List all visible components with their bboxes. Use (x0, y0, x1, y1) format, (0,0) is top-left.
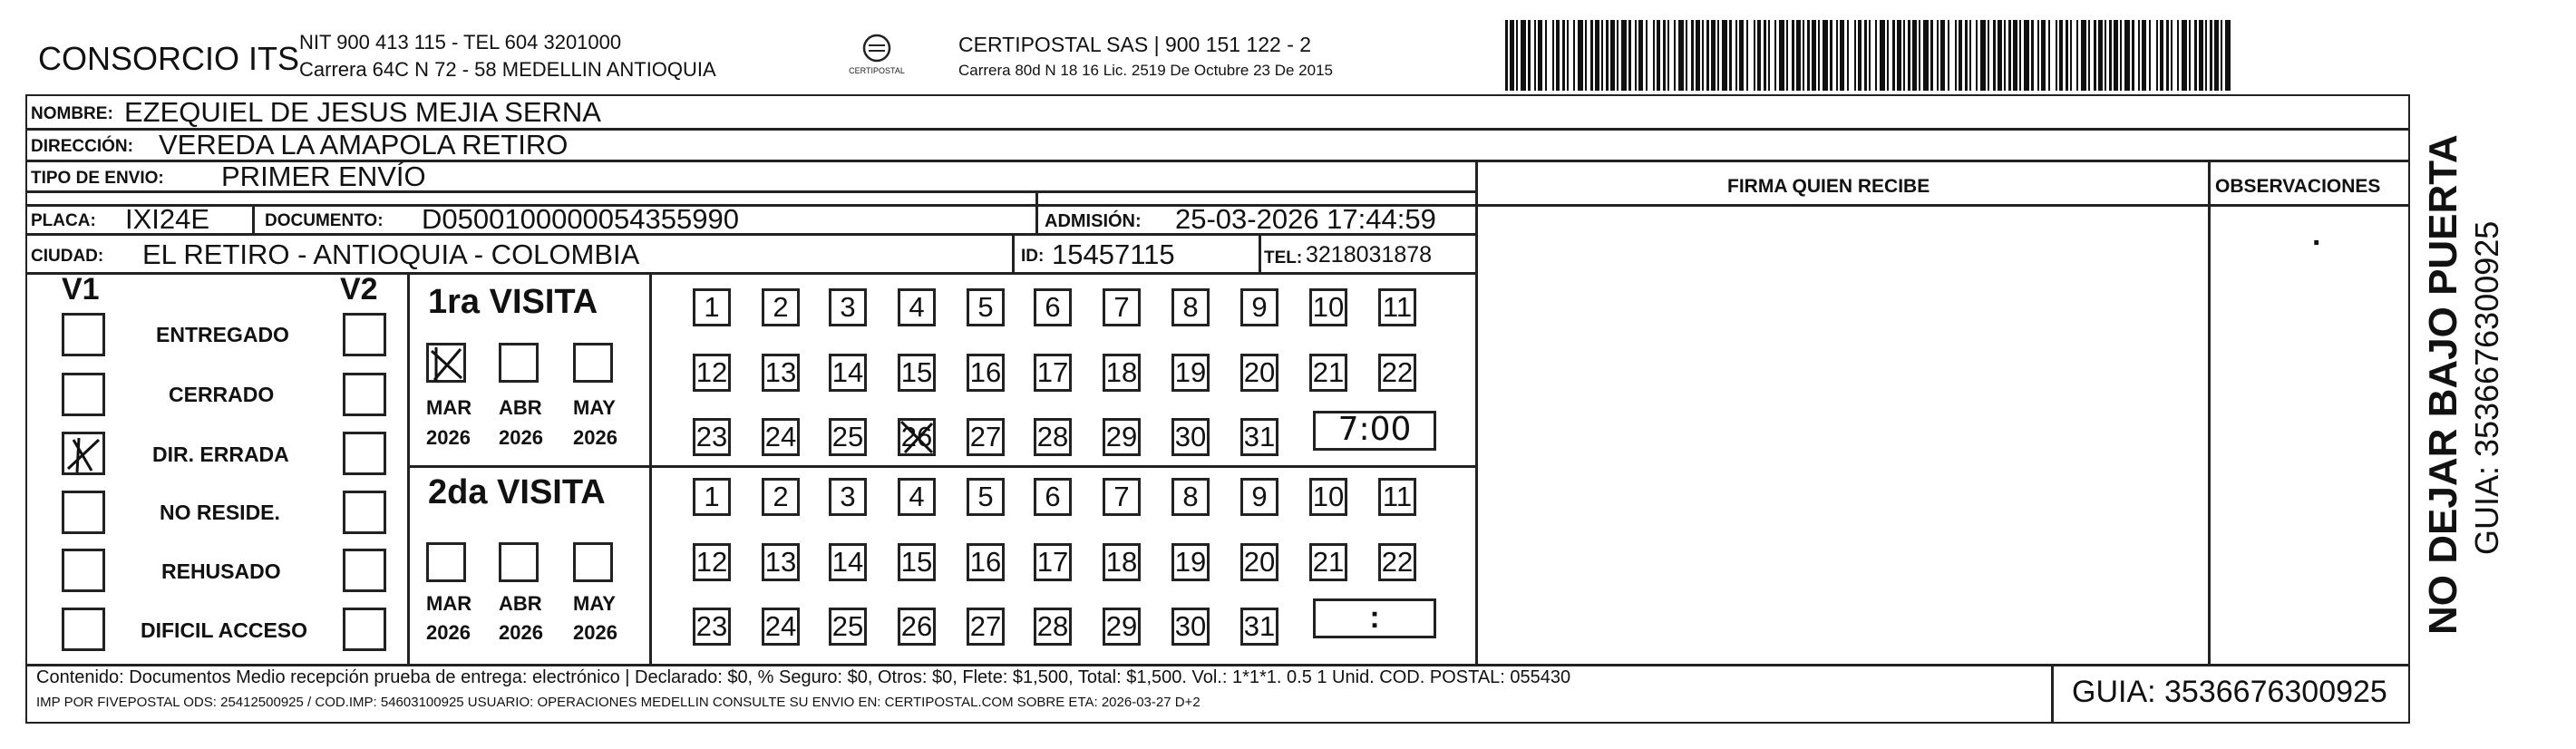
first-visit-day-1[interactable]: 1 (693, 288, 731, 326)
checkmark-x-icon (64, 434, 104, 474)
admision-value: 25-03-2026 17:44:59 (1175, 203, 1436, 235)
first-visit-day-19[interactable]: 19 (1171, 354, 1210, 392)
v2-checkbox-dificil-acceso[interactable] (343, 608, 386, 651)
tipo-envio-value: PRIMER ENVÍO (221, 160, 426, 192)
status-label-rehusado: REHUSADO (161, 559, 281, 583)
side-warning-text: NO DEJAR BAJO PUERTA (2421, 134, 2465, 635)
status-label-dir-errada: DIR. ERRADA (152, 443, 289, 466)
first-visit-day-25[interactable]: 25 (829, 418, 867, 456)
first-visit-day-29[interactable]: 29 (1103, 418, 1141, 456)
first-visit-day-20[interactable]: 20 (1240, 354, 1278, 392)
footer-imp: IMP POR FIVEPOSTAL ODS: 25412500925 / COD.IMP: 54603100925 USUARIO: OPERACIONES MEDELLIN CONSULTE SU ENVIO EN: CERTIPOSTAL.COM SOBRE ETA: 2026-03-27 D+2 (36, 695, 1201, 710)
footer-guia: GUIA: 3536676300925 (2072, 675, 2387, 709)
second-visit-day-2[interactable]: 2 (762, 478, 800, 516)
first-visit-title: 1ra VISITA (428, 283, 598, 321)
second-visit-day-25[interactable]: 25 (829, 608, 867, 646)
first-visit-day-28[interactable]: 28 (1034, 418, 1072, 456)
checkmark-x-icon (898, 418, 936, 456)
second-visit-day-24[interactable]: 24 (762, 608, 800, 646)
second-visit-day-8[interactable]: 8 (1171, 478, 1210, 516)
second-visit-day-20[interactable]: 20 (1240, 543, 1278, 581)
observaciones-mark: . (2312, 218, 2321, 252)
second-visit-day-18[interactable]: 18 (1103, 543, 1141, 581)
first-visit-day-24[interactable]: 24 (762, 418, 800, 456)
first-visit-day-2[interactable]: 2 (762, 288, 800, 326)
tipo-envio-label: TIPO DE ENVIO: (31, 169, 164, 188)
second-visit-day-11[interactable]: 11 (1378, 478, 1416, 516)
second-visit-day-16[interactable]: 16 (967, 543, 1005, 581)
barcode (1505, 20, 2240, 92)
placa-value: IXI24E (125, 203, 210, 235)
first-visit-day-30[interactable]: 30 (1171, 418, 1210, 456)
second-visit-month-abr[interactable] (499, 542, 539, 582)
second-visit-month-mar[interactable] (426, 542, 466, 582)
nombre-label: NOMBRE: (31, 104, 113, 123)
direccion-label: DIRECCIÓN: (31, 137, 133, 156)
first-visit-day-12[interactable]: 12 (693, 354, 731, 392)
status-label-dificil-acceso: DIFICIL ACCESO (141, 618, 308, 642)
second-visit-day-17[interactable]: 17 (1034, 543, 1072, 581)
first-year-abr: 2026 (499, 426, 543, 449)
footer-contents: Contenido: Documentos Medio recepción prueba de entrega: electrónico | Declarado: $0, % Seguro: $0, Otros: $0, Flete: $1,500, Total: $1,500. Vol.: 1*1*1. 0.5 1 Unid. COD. POSTAL: 055430 (36, 667, 1571, 687)
second-year-abr: 2026 (499, 621, 543, 644)
second-visit-day-3[interactable]: 3 (829, 478, 867, 516)
second-visit-day-22[interactable]: 22 (1378, 543, 1416, 581)
v2-checkbox-no-reside[interactable] (343, 491, 386, 534)
first-visit-month-abr[interactable] (499, 343, 539, 383)
second-visit-month-may[interactable] (573, 542, 613, 582)
second-visit-day-10[interactable]: 10 (1309, 478, 1347, 516)
id-label: ID: (1021, 247, 1045, 266)
second-visit-title: 2da VISITA (428, 473, 606, 511)
second-visit-day-12[interactable]: 12 (693, 543, 731, 581)
second-visit-day-5[interactable]: 5 (967, 478, 1005, 516)
status-label-entregado: ENTREGADO (156, 323, 289, 346)
certipostal-logo (827, 33, 927, 78)
first-year-mar: 2026 (426, 426, 471, 449)
first-visit-month-may[interactable] (573, 343, 613, 383)
second-visit-day-21[interactable]: 21 (1309, 543, 1347, 581)
v1-label: V1 (62, 272, 100, 306)
first-visit-day-9[interactable]: 9 (1240, 288, 1278, 326)
second-month-abr: ABR (499, 592, 542, 615)
second-visit-day-31[interactable]: 31 (1240, 608, 1278, 646)
status-label-cerrado: CERRADO (169, 383, 275, 406)
admision-label: ADMISIÓN: (1045, 211, 1142, 231)
first-visit-day-10[interactable]: 10 (1309, 288, 1347, 326)
first-visit-day-11[interactable]: 11 (1378, 288, 1416, 326)
first-month-abr: ABR (499, 396, 542, 419)
tel-label: TEL: (1264, 248, 1303, 268)
v1-checkbox-entregado[interactable] (62, 313, 105, 356)
first-visit-day-14[interactable]: 14 (829, 354, 867, 392)
second-visit-day-28[interactable]: 28 (1034, 608, 1072, 646)
second-visit-day-9[interactable]: 9 (1240, 478, 1278, 516)
courier-license: Carrera 80d N 18 16 Lic. 2519 De Octubre 23 De 2015 (958, 62, 1333, 79)
placa-label: PLACA: (31, 211, 96, 230)
direccion-value: VEREDA LA AMAPOLA RETIRO (159, 129, 569, 160)
first-year-may: 2026 (573, 426, 617, 449)
first-visit-day-21[interactable]: 21 (1309, 354, 1347, 392)
status-label-no-reside: NO RESIDE. (160, 501, 280, 524)
first-visit-day-3[interactable]: 3 (829, 288, 867, 326)
first-visit-day-13[interactable]: 13 (762, 354, 800, 392)
company-nit: NIT 900 413 115 - TEL 604 3201000 (299, 31, 622, 54)
v1-checkbox-no-reside[interactable] (62, 491, 105, 534)
v2-checkbox-dir-errada[interactable] (343, 432, 386, 475)
first-visit-time[interactable]: 7:00 (1313, 411, 1436, 451)
second-year-may: 2026 (573, 621, 617, 644)
v2-checkbox-rehusado[interactable] (343, 549, 386, 592)
first-visit-day-22[interactable]: 22 (1378, 354, 1416, 392)
second-visit-day-26[interactable]: 26 (898, 608, 936, 646)
second-visit-day-27[interactable]: 27 (967, 608, 1005, 646)
first-visit-day-15[interactable]: 15 (898, 354, 936, 392)
nombre-value: EZEQUIEL DE JESUS MEJIA SERNA (124, 96, 601, 128)
first-visit-day-8[interactable]: 8 (1171, 288, 1210, 326)
second-visit-day-14[interactable]: 14 (829, 543, 867, 581)
first-visit-day-5[interactable]: 5 (967, 288, 1005, 326)
first-visit-day-31[interactable]: 31 (1240, 418, 1278, 456)
ciudad-value: EL RETIRO - ANTIOQUIA - COLOMBIA (142, 238, 640, 270)
courier-name: CERTIPOSTAL SAS | 900 151 122 - 2 (958, 33, 1312, 56)
first-visit-day-27[interactable]: 27 (967, 418, 1005, 456)
tel-value: 3218031878 (1306, 242, 1433, 268)
second-visit-day-7[interactable]: 7 (1103, 478, 1141, 516)
checkmark-x-icon (429, 345, 465, 382)
second-month-may: MAY (573, 592, 616, 615)
company-name: CONSORCIO ITS (38, 40, 300, 77)
firma-header: FIRMA QUIEN RECIBE (1727, 176, 1930, 197)
side-guia-text: GUIA: 3536676300925 (2468, 220, 2505, 555)
first-visit-day-18[interactable]: 18 (1103, 354, 1141, 392)
v1-checkbox-dificil-acceso[interactable] (62, 608, 105, 651)
first-visit-month-mar[interactable] (426, 343, 466, 383)
first-visit-day-7[interactable]: 7 (1103, 288, 1141, 326)
first-month-may: MAY (573, 396, 616, 419)
second-visit-day-15[interactable]: 15 (898, 543, 936, 581)
first-month-mar: MAR (426, 396, 472, 419)
documento-label: DOCUMENTO: (265, 211, 384, 230)
documento-value: D0500100000054355990 (422, 203, 739, 235)
second-month-mar: MAR (426, 592, 472, 615)
second-visit-day-30[interactable]: 30 (1171, 608, 1210, 646)
second-visit-day-19[interactable]: 19 (1171, 543, 1210, 581)
second-year-mar: 2026 (426, 621, 471, 644)
first-visit-day-26[interactable]: 26 (898, 418, 936, 456)
v1-checkbox-rehusado[interactable] (62, 549, 105, 592)
second-visit-time[interactable]: : (1313, 598, 1436, 638)
second-visit-day-29[interactable]: 29 (1103, 608, 1141, 646)
first-visit-day-4[interactable]: 4 (898, 288, 936, 326)
second-visit-day-23[interactable]: 23 (693, 608, 731, 646)
first-visit-day-17[interactable]: 17 (1034, 354, 1072, 392)
id-value: 15457115 (1052, 238, 1175, 270)
first-visit-day-16[interactable]: 16 (967, 354, 1005, 392)
v2-checkbox-entregado[interactable] (343, 313, 386, 356)
observaciones-header: OBSERVACIONES (2215, 176, 2381, 197)
second-visit-day-6[interactable]: 6 (1034, 478, 1072, 516)
v2-label: V2 (340, 272, 378, 306)
v2-checkbox-cerrado[interactable] (343, 373, 386, 416)
v1-checkbox-dir-errada[interactable] (62, 432, 105, 475)
first-visit-day-23[interactable]: 23 (693, 418, 731, 456)
ciudad-label: CIUDAD: (31, 247, 104, 266)
second-visit-day-13[interactable]: 13 (762, 543, 800, 581)
v1-checkbox-cerrado[interactable] (62, 373, 105, 416)
company-address: Carrera 64C N 72 - 58 MEDELLIN ANTIOQUIA (299, 58, 716, 81)
first-visit-day-6[interactable]: 6 (1034, 288, 1072, 326)
second-visit-day-1[interactable]: 1 (693, 478, 731, 516)
second-visit-day-4[interactable]: 4 (898, 478, 936, 516)
logo-caption: CERTIPOSTAL (849, 66, 905, 75)
